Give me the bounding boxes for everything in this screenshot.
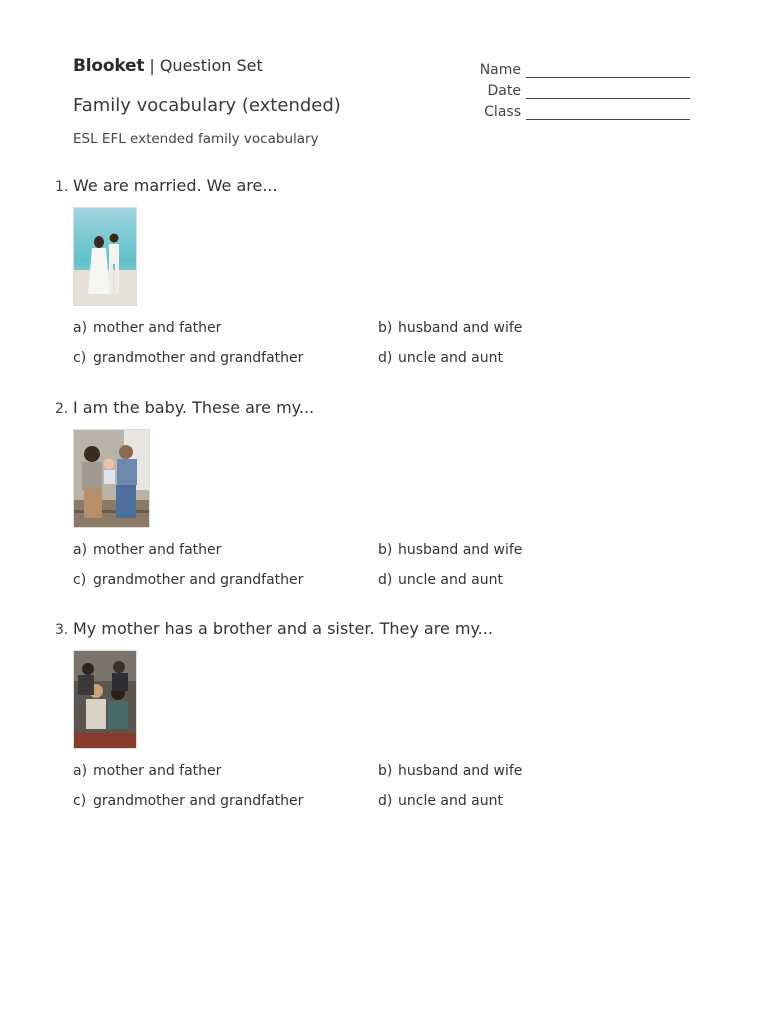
question-number: 3. [55, 622, 69, 638]
brand-separator: | [149, 56, 155, 75]
answer-letter: d) [378, 350, 393, 366]
answer-text: grandmother and grandfather [93, 793, 304, 809]
answer-option-b[interactable] [378, 763, 678, 779]
question-header [55, 398, 715, 417]
answer-text: husband and wife [398, 763, 523, 779]
question-text: My mother has a brother and a sister. They are my... [73, 619, 493, 638]
answer-text: husband and wife [398, 542, 523, 558]
answer-option-d[interactable] [378, 572, 678, 588]
answer-letter: c) [73, 793, 87, 809]
answer-options [73, 542, 715, 588]
wedding-couple-image [74, 208, 136, 305]
answer-text: mother and father [93, 320, 222, 336]
answer-letter: a) [73, 542, 88, 558]
question-number: 1. [55, 179, 69, 195]
name-field[interactable] [460, 57, 690, 78]
question-header [55, 176, 715, 195]
answer-letter: a) [73, 763, 88, 779]
answer-option-d[interactable] [378, 350, 678, 366]
name-label: Name [479, 62, 521, 78]
name-line[interactable] [526, 63, 690, 78]
group-of-relatives-image [74, 651, 136, 748]
question-2 [55, 398, 715, 588]
answer-letter: b) [378, 542, 393, 558]
class-line[interactable] [526, 105, 690, 120]
answer-option-a[interactable] [73, 763, 378, 779]
question-3 [55, 619, 715, 809]
date-field[interactable] [460, 78, 690, 99]
answer-option-c[interactable] [73, 572, 378, 588]
student-info-fields [460, 57, 690, 120]
answer-options [73, 320, 715, 366]
question-header [55, 619, 715, 638]
question-text: We are married. We are... [73, 176, 278, 195]
answer-text: grandmother and grandfather [93, 350, 304, 366]
answer-text: uncle and aunt [398, 793, 503, 809]
answer-letter: d) [378, 793, 393, 809]
answer-letter: d) [378, 572, 393, 588]
answer-letter: b) [378, 320, 393, 336]
answer-option-a[interactable] [73, 320, 378, 336]
page-title: Family vocabulary (extended) [73, 95, 341, 116]
page-description: ESL EFL extended family vocabulary [73, 131, 319, 147]
answer-text: uncle and aunt [398, 572, 503, 588]
answer-letter: c) [73, 572, 87, 588]
question-number: 2. [55, 401, 69, 417]
brand-logo: Blooket [73, 56, 145, 76]
answer-letter: c) [73, 350, 87, 366]
date-label: Date [487, 83, 521, 99]
answer-option-c[interactable] [73, 793, 378, 809]
question-1 [55, 176, 715, 366]
answer-option-d[interactable] [378, 793, 678, 809]
answer-option-b[interactable] [378, 320, 678, 336]
answer-text: uncle and aunt [398, 350, 503, 366]
answer-letter: a) [73, 320, 88, 336]
answer-option-b[interactable] [378, 542, 678, 558]
parents-with-baby-image [74, 430, 149, 527]
answer-option-c[interactable] [73, 350, 378, 366]
set-type-label: Question Set [159, 56, 263, 75]
answer-text: mother and father [93, 542, 222, 558]
answer-option-a[interactable] [73, 542, 378, 558]
answer-options [73, 763, 715, 809]
answer-text: mother and father [93, 763, 222, 779]
answer-text: grandmother and grandfather [93, 572, 304, 588]
answer-text: husband and wife [398, 320, 523, 336]
parents-with-baby-photo [73, 429, 150, 528]
answer-letter: b) [378, 763, 393, 779]
question-text: I am the baby. These are my... [73, 398, 315, 417]
class-field[interactable] [460, 99, 690, 120]
date-line[interactable] [526, 84, 690, 99]
class-label: Class [484, 104, 521, 120]
group-of-relatives-photo [73, 650, 137, 749]
wedding-couple-photo [73, 207, 137, 306]
